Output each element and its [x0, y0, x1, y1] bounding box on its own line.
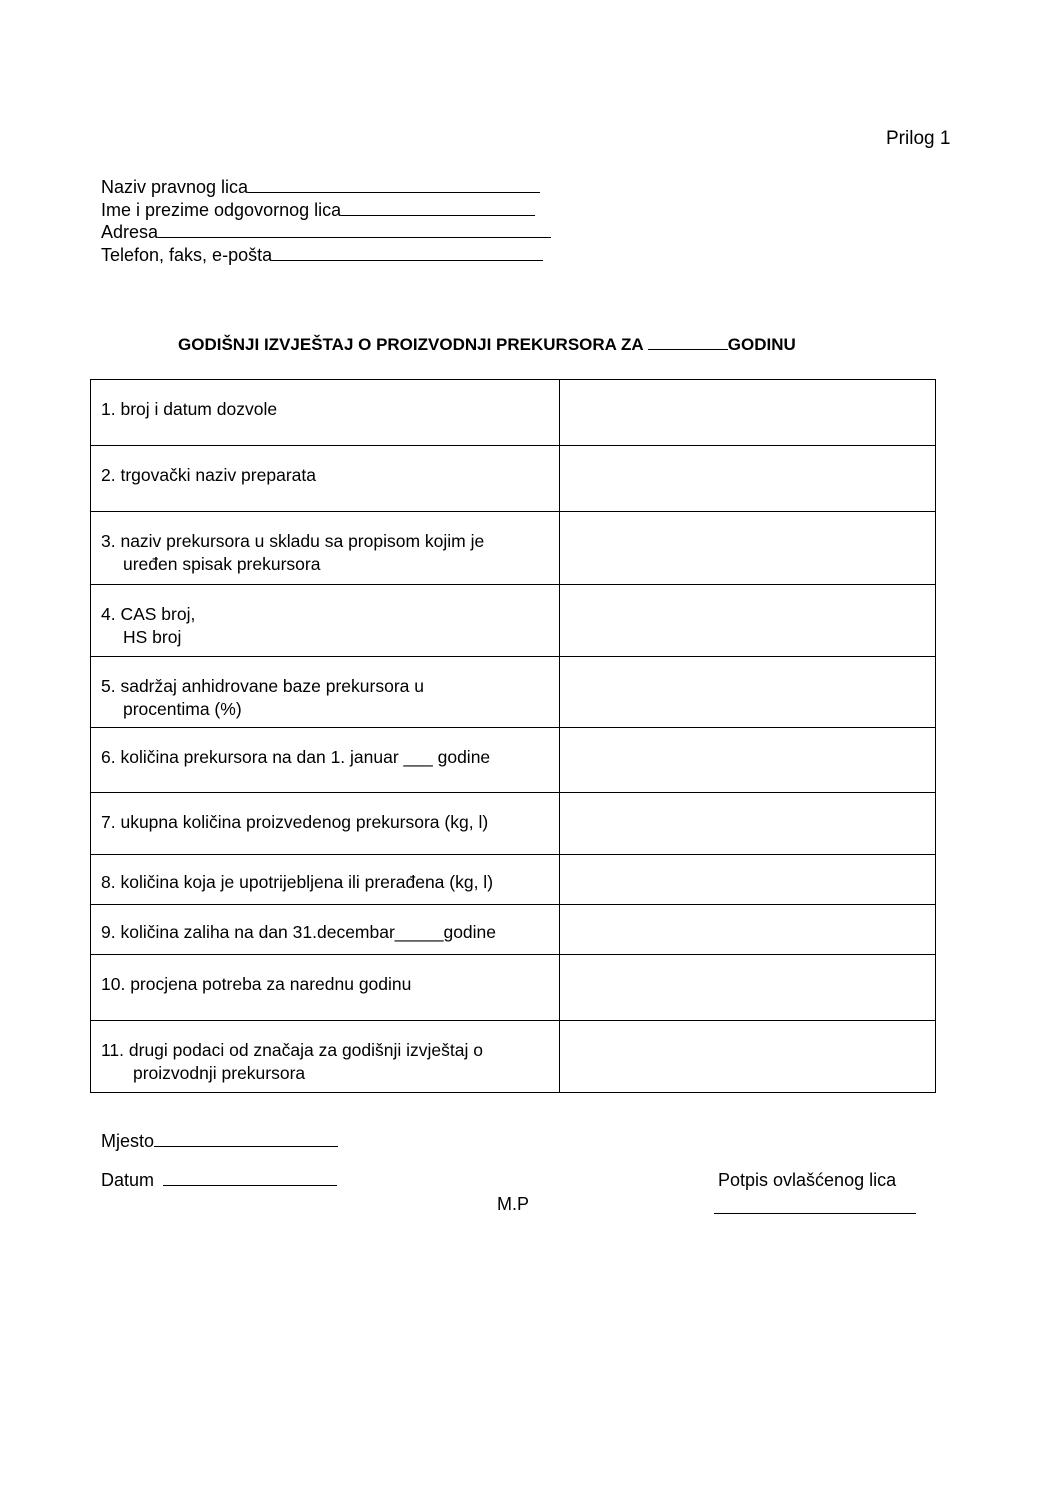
row-value-cell[interactable]	[560, 728, 936, 793]
row-value-cell[interactable]	[560, 1021, 936, 1093]
table-row	[91, 955, 936, 1021]
date-label: Datum	[101, 1170, 160, 1190]
row-label: 3. naziv prekursora u skladu sa propisom kojim je	[101, 531, 485, 551]
blank-line	[154, 1132, 338, 1147]
row-label: 9. količina zaliha na dan 31.decembar_____godine	[101, 922, 497, 942]
blank-line	[272, 246, 543, 261]
field-label: Naziv pravnog lica	[101, 177, 249, 197]
row-label-continuation: uređen spisak prekursora	[123, 554, 321, 574]
header-fields	[101, 176, 551, 266]
row-label: 2. trgovački naziv preparata	[101, 465, 316, 485]
field-label: Ime i prezime odgovornog lica	[101, 199, 342, 220]
row-label-cell	[91, 1021, 560, 1093]
row-label-cell	[91, 512, 560, 585]
date-field[interactable]	[101, 1170, 337, 1191]
legal-entity-name-field[interactable]	[101, 176, 551, 199]
contact-field[interactable]	[101, 244, 551, 267]
row-value-cell[interactable]	[560, 657, 936, 728]
document-title	[178, 335, 796, 355]
annex-label: Prilog 1	[886, 128, 951, 149]
table-row	[91, 512, 936, 585]
row-label: 8. količina koja je upotrijebljena ili prerađena (kg, l)	[101, 872, 494, 892]
table-row	[91, 728, 936, 793]
signature-line[interactable]	[714, 1213, 916, 1214]
row-label-continuation: proizvodnji prekursora	[133, 1063, 306, 1083]
place-field[interactable]	[101, 1131, 338, 1152]
row-value-cell[interactable]	[560, 512, 936, 585]
title-text-after: GODINU	[727, 335, 796, 354]
row-label-continuation: HS broj	[123, 627, 182, 647]
row-label-cell	[91, 380, 560, 446]
table-row	[91, 793, 936, 855]
title-text-before: GODIŠNJI IZVJEŠTAJ O PROIZVODNJI PREKURSORA ZA	[178, 335, 648, 354]
responsible-person-field[interactable]	[101, 199, 551, 222]
signature-label: Potpis ovlašćenog lica	[718, 1170, 897, 1190]
table-row	[91, 855, 936, 905]
stamp-label: M.P	[497, 1194, 530, 1214]
row-label: 6. količina prekursora na dan 1. januar ___ godine	[101, 747, 491, 767]
row-label: 10. procjena potreba za narednu godinu	[101, 974, 412, 994]
address-field[interactable]	[101, 221, 551, 244]
table-row	[91, 380, 936, 446]
year-blank[interactable]	[648, 337, 728, 350]
blank-line	[248, 178, 540, 193]
row-label: 5. sadržaj anhidrovane baze prekursora u	[101, 676, 424, 696]
row-label: 11. drugi podaci od značaja za godišnji izvještaj o	[101, 1040, 483, 1060]
row-label-cell	[91, 728, 560, 793]
row-value-cell[interactable]	[560, 380, 936, 446]
row-label-cell	[91, 657, 560, 728]
blank-line	[341, 201, 535, 216]
row-value-cell[interactable]	[560, 446, 936, 512]
row-label-cell	[91, 446, 560, 512]
row-label-continuation: procentima (%)	[123, 699, 242, 719]
table-row	[91, 585, 936, 657]
table-row	[91, 905, 936, 955]
table-row	[91, 1021, 936, 1093]
blank-line	[158, 223, 551, 238]
row-value-cell[interactable]	[560, 955, 936, 1021]
row-label-cell	[91, 585, 560, 657]
blank-line	[163, 1171, 337, 1186]
row-label-cell	[91, 905, 560, 955]
row-value-cell[interactable]	[560, 905, 936, 955]
field-label: Telefon, faks, e-pošta	[101, 244, 273, 265]
row-label: 4. CAS broj,	[101, 604, 196, 624]
row-label: 7. ukupna količina proizvedenog prekursora (kg, l)	[101, 812, 489, 832]
table-row	[91, 657, 936, 728]
row-label: 1. broj i datum dozvole	[101, 399, 278, 419]
row-value-cell[interactable]	[560, 855, 936, 905]
place-label: Mjesto	[101, 1131, 155, 1151]
table-row	[91, 446, 936, 512]
row-label-cell	[91, 855, 560, 905]
row-label-cell	[91, 955, 560, 1021]
row-value-cell[interactable]	[560, 793, 936, 855]
field-label: Adresa	[101, 222, 159, 242]
row-value-cell[interactable]	[560, 585, 936, 657]
report-table	[90, 379, 936, 1093]
row-label-cell	[91, 793, 560, 855]
